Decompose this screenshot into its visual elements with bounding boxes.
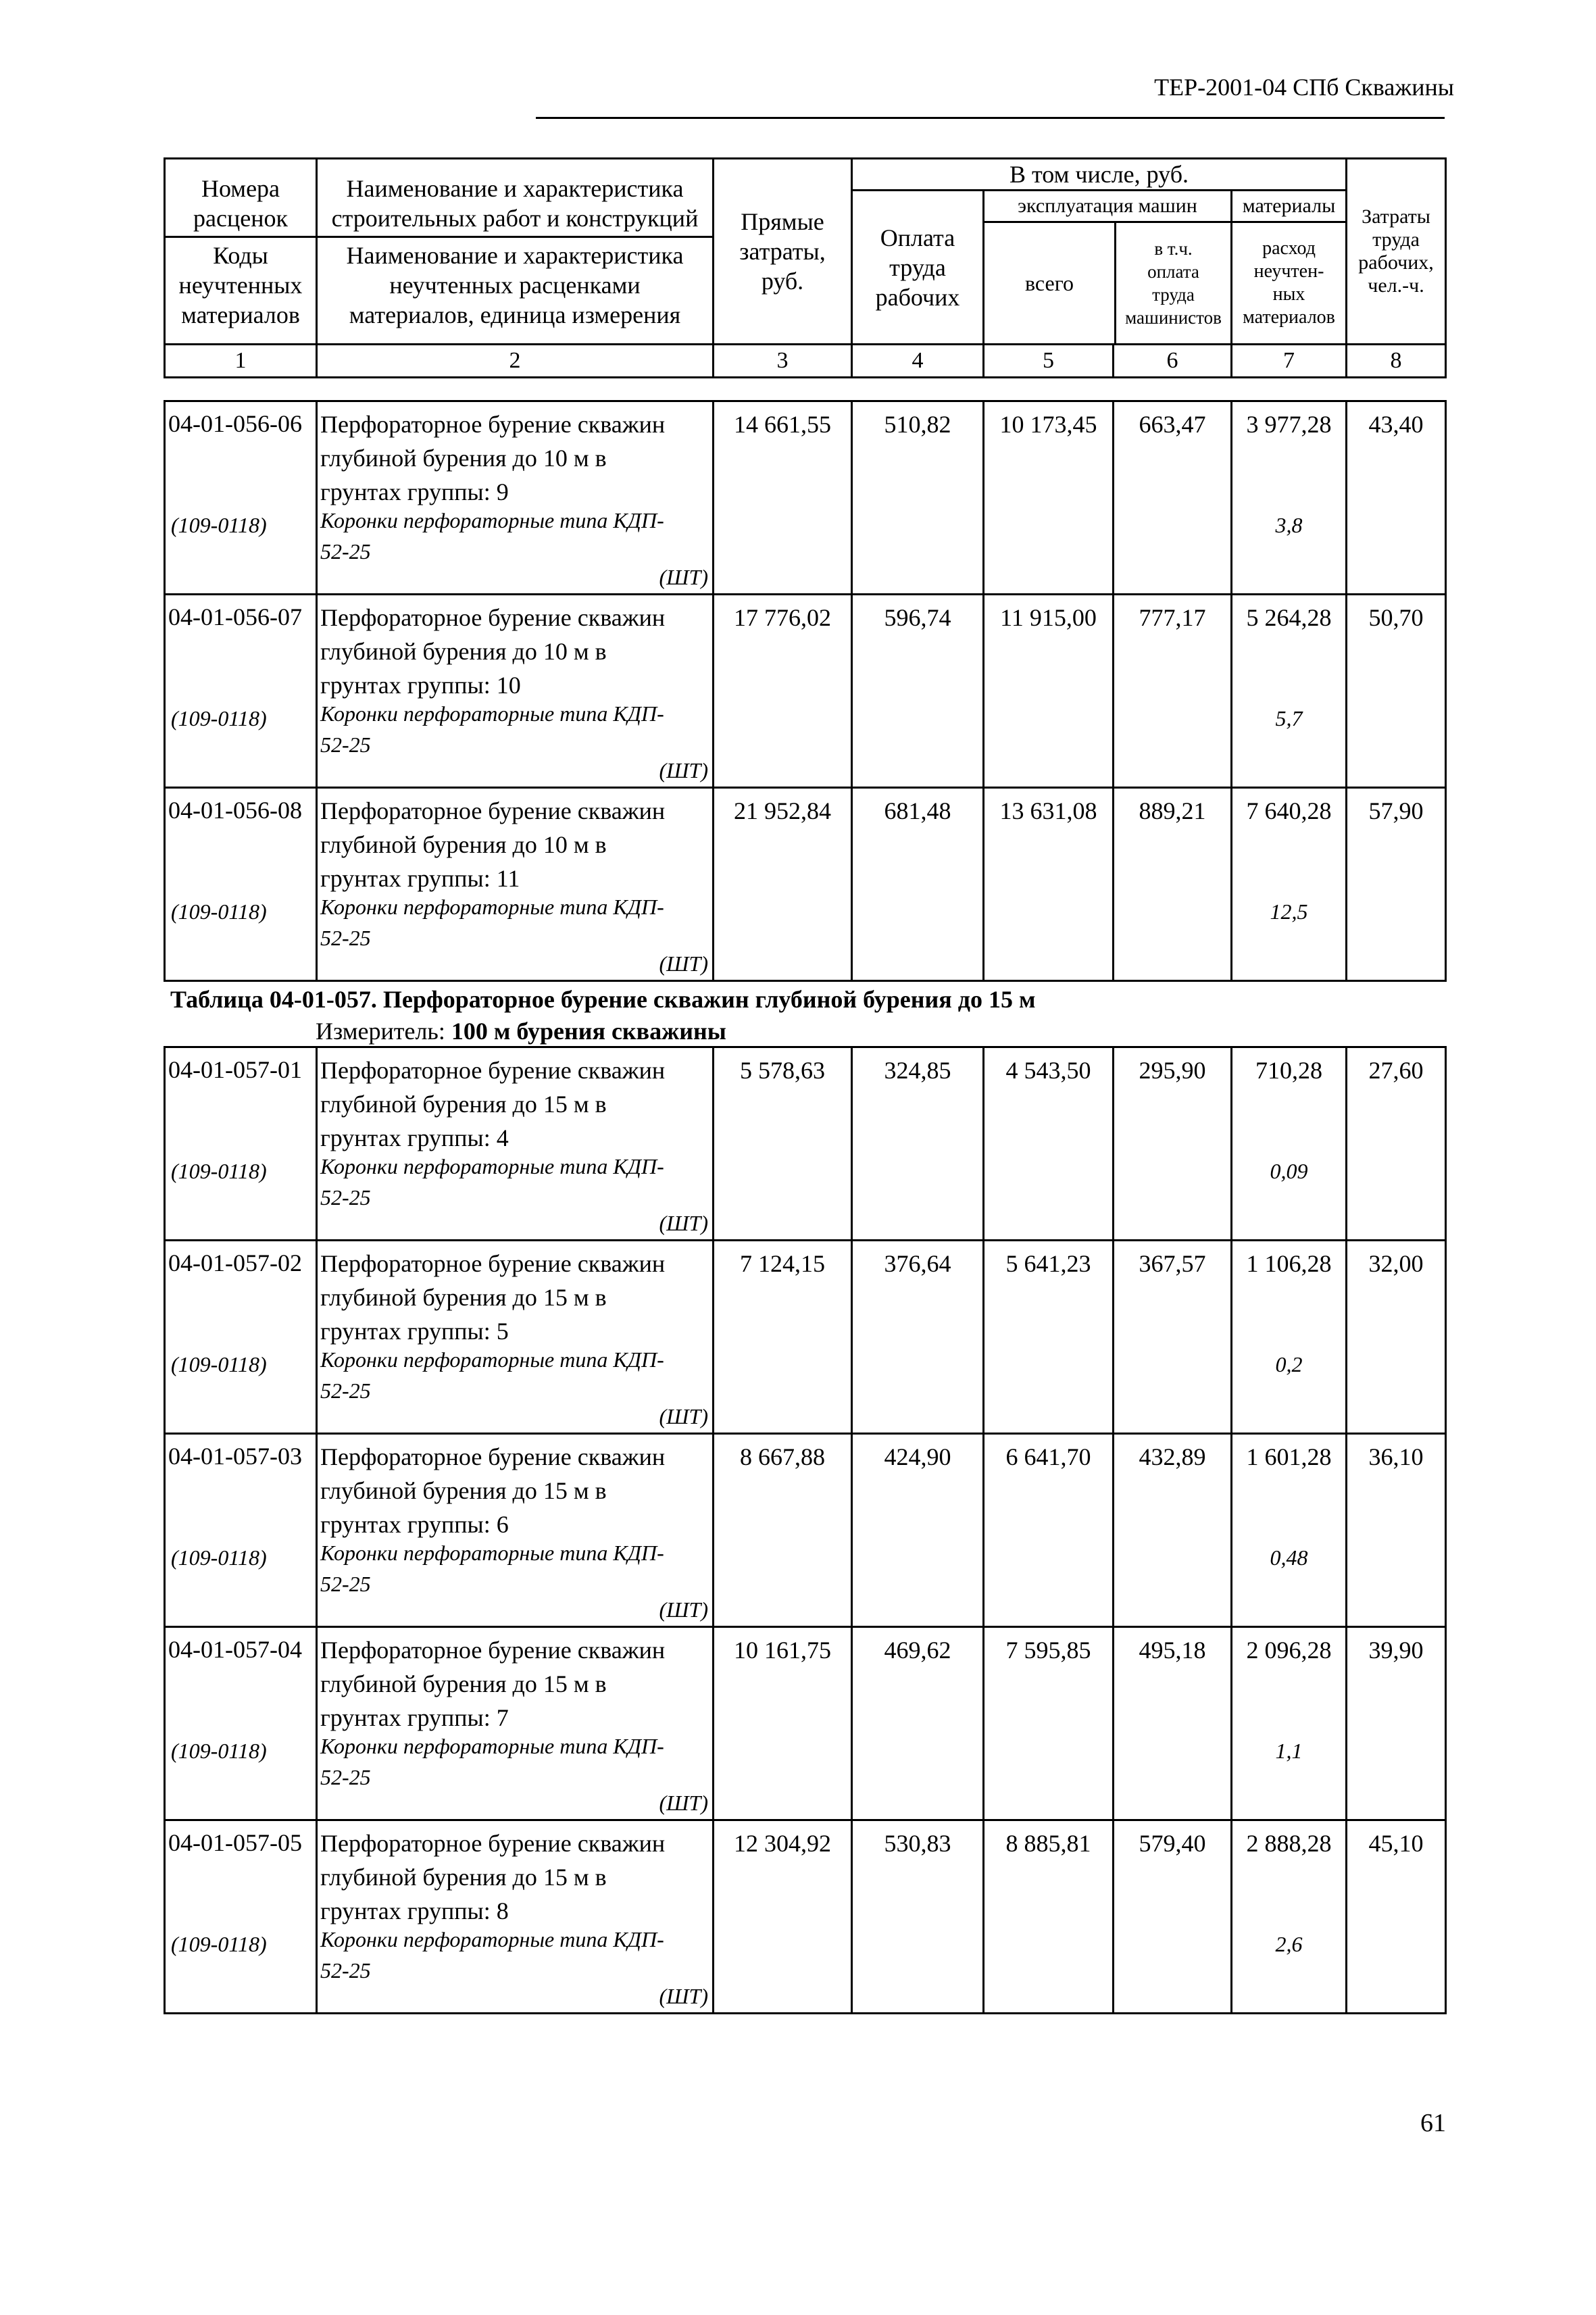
rate-name-cell [317, 1241, 714, 1434]
labor-hours: 27,60 [1347, 1047, 1446, 1241]
materials-cost: 7 640,28 [1246, 797, 1332, 824]
work-name: Перфораторное бурение скважин глубиной бурения до 10 м в грунтах группы: 9 [320, 411, 666, 505]
labor-hours: 45,10 [1347, 1820, 1446, 2014]
machine-costs: 10 173,45 [984, 401, 1114, 595]
rates-table-057 [164, 1046, 1447, 2014]
direct-costs: 12 304,92 [714, 1820, 852, 2014]
col-4-header: Оплата труда рабочих [852, 191, 984, 345]
labor-pay: 510,82 [852, 401, 984, 595]
rate-code-cell [165, 1820, 317, 2014]
column-header-table [164, 157, 1447, 378]
materials-cost: 1 106,28 [1246, 1250, 1332, 1277]
materials-cost: 710,28 [1255, 1057, 1322, 1084]
material-name: Коронки перфораторные типа КДП- 52-25 [320, 1734, 664, 1789]
rate-code: 04-01-057-01 [168, 1056, 302, 1083]
rate-code-cell [165, 401, 317, 595]
rate-row [165, 595, 1446, 788]
material-name: Коронки перфораторные типа КДП- 52-25 [320, 508, 664, 564]
machinist-pay: 777,17 [1114, 595, 1232, 788]
rate-row [165, 1241, 1446, 1434]
materials-cell [1232, 788, 1347, 981]
material-name: Коронки перфораторные типа КДП- 52-25 [320, 701, 664, 757]
rate-name-cell [317, 1047, 714, 1241]
rate-name-cell [317, 788, 714, 981]
direct-costs: 5 578,63 [714, 1047, 852, 1241]
material-code: (109-0118) [171, 1932, 267, 1956]
rate-name-cell [317, 595, 714, 788]
materials-cell [1232, 1047, 1347, 1241]
labor-pay: 469,62 [852, 1627, 984, 1820]
machine-costs: 8 885,81 [984, 1820, 1114, 2014]
table-057-title: Таблица 04-01-057. Перфораторное бурение скважин глубиной бурения до 15 м [170, 986, 1036, 1013]
work-name: Перфораторное бурение скважин глубиной бурения до 15 м в грунтах группы: 4 [320, 1057, 666, 1151]
col-5-header: всего [984, 223, 1116, 343]
labor-pay: 376,64 [852, 1241, 984, 1434]
rate-row [165, 788, 1446, 981]
materials-cost: 3 977,28 [1246, 411, 1332, 438]
col-number: 1 [165, 345, 317, 378]
materials-cell [1232, 1241, 1347, 1434]
rate-code-cell [165, 788, 317, 981]
machine-costs: 13 631,08 [984, 788, 1114, 981]
direct-costs: 21 952,84 [714, 788, 852, 981]
rate-code-cell [165, 595, 317, 788]
labor-pay: 530,83 [852, 1820, 984, 2014]
direct-costs: 7 124,15 [714, 1241, 852, 1434]
material-code: (109-0118) [171, 1159, 267, 1183]
col-number: 8 [1347, 345, 1446, 378]
rate-row [165, 1434, 1446, 1627]
material-unit: (ШТ) [659, 1211, 708, 1235]
group-header: В том числе, руб. [852, 159, 1347, 191]
labor-hours: 36,10 [1347, 1434, 1446, 1627]
rate-code: 04-01-057-05 [168, 1829, 302, 1856]
materials-cell [1232, 1434, 1347, 1627]
materials-cell [1232, 1820, 1347, 2014]
rate-code-cell [165, 1434, 317, 1627]
labor-pay: 596,74 [852, 595, 984, 788]
rate-row [165, 1047, 1446, 1241]
machine-costs: 5 641,23 [984, 1241, 1114, 1434]
rates-table-056 [164, 400, 1447, 982]
machine-costs: 11 915,00 [984, 595, 1114, 788]
col-3-header: Прямые затраты, руб. [714, 159, 852, 345]
material-code: (109-0118) [171, 1739, 267, 1763]
rate-code: 04-01-057-03 [168, 1443, 302, 1470]
labor-hours: 32,00 [1347, 1241, 1446, 1434]
rate-code: 04-01-057-04 [168, 1636, 302, 1663]
materials-cost: 2 888,28 [1246, 1830, 1332, 1857]
labor-pay: 681,48 [852, 788, 984, 981]
rate-code: 04-01-056-08 [168, 797, 302, 824]
material-unit: (ШТ) [659, 1597, 708, 1622]
col-number: 7 [1232, 345, 1347, 378]
col-number: 6 [1114, 345, 1232, 378]
column-number-row [165, 345, 1446, 378]
material-name: Коронки перфораторные типа КДП- 52-25 [320, 1927, 664, 1983]
rate-name-cell [317, 401, 714, 595]
rate-name-cell [317, 1627, 714, 1820]
machinist-pay: 295,90 [1114, 1047, 1232, 1241]
material-code: (109-0118) [171, 899, 267, 924]
labor-hours: 50,70 [1347, 595, 1446, 788]
rate-name-cell [317, 1820, 714, 2014]
material-quantity: 3,8 [1275, 513, 1303, 537]
materials-cost: 5 264,28 [1246, 604, 1332, 631]
material-unit: (ШТ) [659, 951, 708, 976]
material-unit: (ШТ) [659, 1404, 708, 1428]
material-name: Коронки перфораторные типа КДП- 52-25 [320, 1154, 664, 1210]
work-name: Перфораторное бурение скважин глубиной бурения до 10 м в грунтах группы: 10 [320, 604, 666, 699]
material-quantity: 1,1 [1275, 1739, 1303, 1763]
rate-code-cell [165, 1241, 317, 1434]
col-7-header: материалы расход неучтен- ных материалов [1232, 191, 1347, 345]
materials-cost: 1 601,28 [1246, 1443, 1332, 1470]
rate-row [165, 1627, 1446, 1820]
material-quantity: 5,7 [1275, 706, 1303, 730]
rate-row [165, 401, 1446, 595]
table-057-measure: Измеритель: 100 м бурения скважины [316, 1018, 726, 1045]
material-code: (109-0118) [171, 1545, 267, 1570]
rate-code: 04-01-057-02 [168, 1249, 302, 1276]
labor-hours: 39,90 [1347, 1627, 1446, 1820]
rate-code-cell [165, 1627, 317, 1820]
machines-header: эксплуатация машин всего в т.ч. оплата труда машинистов [984, 191, 1232, 345]
material-quantity: 0,2 [1275, 1352, 1303, 1376]
machinist-pay: 495,18 [1114, 1627, 1232, 1820]
machinist-pay: 889,21 [1114, 788, 1232, 981]
material-unit: (ШТ) [659, 565, 708, 589]
material-code: (109-0118) [171, 1352, 267, 1376]
machinist-pay: 367,57 [1114, 1241, 1232, 1434]
material-unit: (ШТ) [659, 1984, 708, 2008]
rate-code: 04-01-056-06 [168, 410, 302, 437]
col-number: 2 [317, 345, 714, 378]
col-1-header: Номера расценок Коды неучтенных материалов [165, 159, 317, 345]
col-2-header: Наименование и характеристика строительных работ и конструкций Наименование и характеристика неучтенных расценками материалов, единица измерения [317, 159, 714, 345]
document-header-title: ТЕР-2001-04 СПб Скважины [1154, 74, 1454, 101]
labor-hours: 57,90 [1347, 788, 1446, 981]
materials-cell [1232, 1627, 1347, 1820]
work-name: Перфораторное бурение скважин глубиной бурения до 15 м в грунтах группы: 7 [320, 1637, 666, 1731]
direct-costs: 17 776,02 [714, 595, 852, 788]
materials-cell [1232, 401, 1347, 595]
material-unit: (ШТ) [659, 1791, 708, 1815]
col-6-header: в т.ч. оплата труда машинистов [1125, 239, 1222, 328]
work-name: Перфораторное бурение скважин глубиной бурения до 15 м в грунтах группы: 5 [320, 1250, 666, 1345]
header-rule [536, 117, 1445, 119]
rate-row [165, 1820, 1446, 2014]
material-quantity: 0,48 [1270, 1545, 1308, 1570]
machinist-pay: 663,47 [1114, 401, 1232, 595]
material-code: (109-0118) [171, 513, 267, 537]
material-quantity: 0,09 [1270, 1159, 1308, 1183]
col-number: 3 [714, 345, 852, 378]
work-name: Перфораторное бурение скважин глубиной бурения до 15 м в грунтах группы: 8 [320, 1830, 666, 1924]
page-number: 61 [1420, 2109, 1446, 2137]
direct-costs: 8 667,88 [714, 1434, 852, 1627]
material-name: Коронки перфораторные типа КДП- 52-25 [320, 895, 664, 950]
materials-cost: 2 096,28 [1246, 1637, 1332, 1664]
machinist-pay: 432,89 [1114, 1434, 1232, 1627]
material-quantity: 12,5 [1270, 899, 1308, 924]
material-name: Коронки перфораторные типа КДП- 52-25 [320, 1347, 664, 1403]
machine-costs: 6 641,70 [984, 1434, 1114, 1627]
col-number: 4 [852, 345, 984, 378]
material-name: Коронки перфораторные типа КДП- 52-25 [320, 1541, 664, 1596]
rate-code-cell [165, 1047, 317, 1241]
labor-pay: 424,90 [852, 1434, 984, 1627]
labor-pay: 324,85 [852, 1047, 984, 1241]
material-code: (109-0118) [171, 706, 267, 730]
work-name: Перфораторное бурение скважин глубиной бурения до 10 м в грунтах группы: 11 [320, 797, 666, 892]
direct-costs: 10 161,75 [714, 1627, 852, 1820]
machine-costs: 7 595,85 [984, 1627, 1114, 1820]
materials-cell [1232, 595, 1347, 788]
machinist-pay: 579,40 [1114, 1820, 1232, 2014]
direct-costs: 14 661,55 [714, 401, 852, 595]
col-8-header: Затраты труда рабочих, чел.-ч. [1347, 159, 1446, 345]
rate-code: 04-01-056-07 [168, 603, 302, 630]
machine-costs: 4 543,50 [984, 1047, 1114, 1241]
rate-name-cell [317, 1434, 714, 1627]
material-unit: (ШТ) [659, 758, 708, 782]
labor-hours: 43,40 [1347, 401, 1446, 595]
material-quantity: 2,6 [1275, 1932, 1303, 1956]
work-name: Перфораторное бурение скважин глубиной бурения до 15 м в грунтах группы: 6 [320, 1443, 666, 1538]
col-number: 5 [984, 345, 1114, 378]
